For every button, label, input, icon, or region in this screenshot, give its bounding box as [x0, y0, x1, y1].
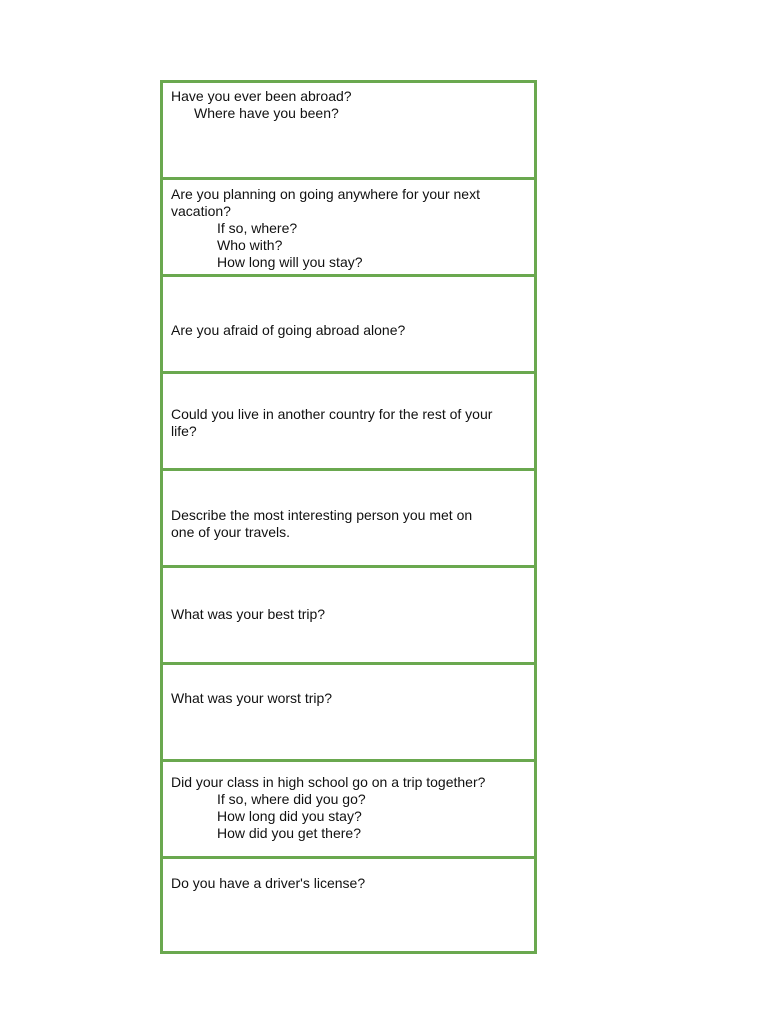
question-card — [160, 759, 537, 859]
question-subline: Where have you been? — [194, 105, 339, 121]
question-line: vacation? — [171, 203, 231, 219]
question-line: Do you have a driver's license? — [171, 875, 366, 891]
question-card — [160, 662, 537, 762]
question-subline: How long did you stay? — [217, 808, 362, 824]
question-line: Describe the most interesting person you met on — [171, 507, 473, 523]
question-subline: How long will you stay? — [217, 254, 363, 270]
question-line: Have you ever been abroad? — [171, 88, 352, 104]
question-line: one of your travels. — [171, 524, 291, 540]
question-line: What was your best trip? — [171, 606, 326, 622]
question-subline: If so, where did you go? — [217, 791, 366, 807]
question-card — [160, 371, 537, 471]
question-line: Did your class in high school go on a trip together? — [171, 774, 486, 790]
question-subline: If so, where? — [217, 220, 298, 236]
question-line: Could you live in another country for the rest of your — [171, 406, 493, 422]
question-card — [160, 468, 537, 568]
question-subline: Who with? — [217, 237, 283, 253]
question-subline: How did you get there? — [217, 825, 361, 841]
question-card — [160, 274, 537, 374]
question-line: Are you planning on going anywhere for your next — [171, 186, 480, 202]
question-card — [160, 856, 537, 954]
question-card — [160, 177, 537, 277]
question-line: What was your worst trip? — [171, 690, 333, 706]
question-card — [160, 565, 537, 665]
question-line: Are you afraid of going abroad alone? — [171, 322, 406, 338]
question-line: life? — [171, 423, 197, 439]
question-card — [160, 80, 537, 180]
